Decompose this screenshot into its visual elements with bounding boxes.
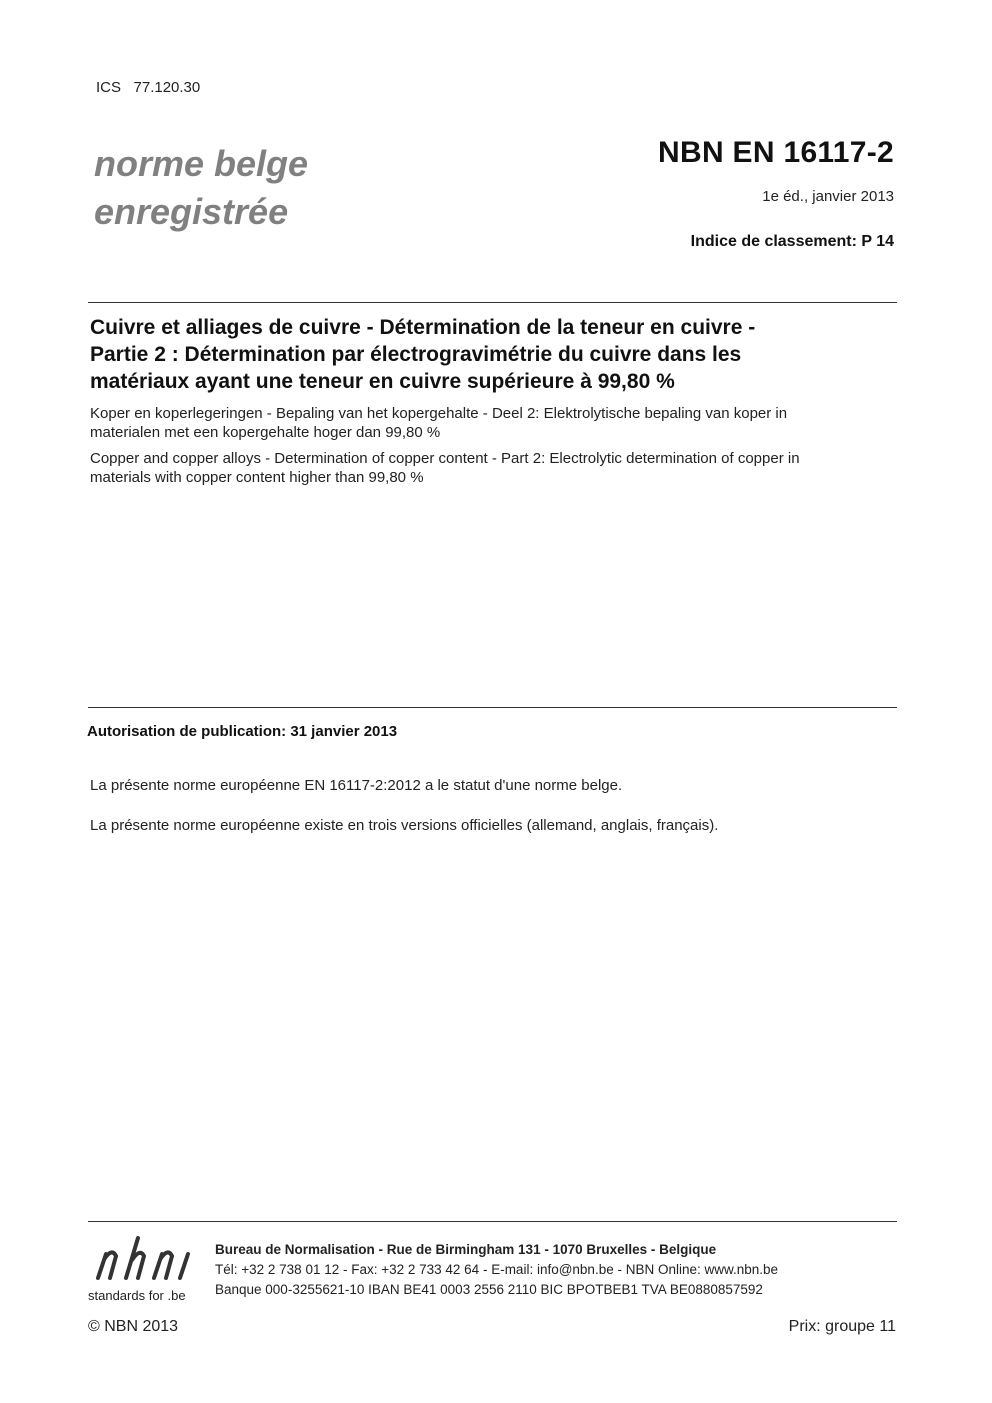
standard-number: NBN EN 16117-2 (658, 136, 894, 169)
logo-tagline: standards for .be (88, 1288, 186, 1303)
divider-top (88, 302, 897, 303)
edition-date: 1e éd., janvier 2013 (762, 188, 894, 205)
norme-belge-title (94, 140, 308, 236)
divider-bottom (88, 1221, 897, 1222)
french-title (90, 314, 895, 395)
dutch-title-line-1: Koper en koperlegeringen - Bepaling van het kopergehalte - Deel 2: Elektrolytische bepaling van koper in (90, 405, 788, 422)
english-title (90, 449, 895, 487)
norme-line-2: enregistrée (94, 191, 289, 232)
english-title-line-2: materials with copper content higher than 99,80 % (90, 469, 424, 486)
publication-authorisation: Autorisation de publication: 31 janvier 2013 (87, 723, 398, 740)
norme-line-1: norme belge (94, 143, 309, 184)
dutch-title-line-2: materialen met een kopergehalte hoger dan 99,80 % (90, 424, 441, 441)
french-title-line-3: matériaux ayant une teneur en cuivre supérieure à 99,80 % (90, 370, 675, 393)
divider-middle (88, 707, 897, 708)
nbn-logo (88, 1232, 200, 1304)
classification-index: Indice de classement: P 14 (690, 233, 894, 250)
ics-code: ICS 77.120.30 (96, 79, 201, 96)
english-title-line-1: Copper and copper alloys - Determination of copper content - Part 2: Electrolytic determination of copper in (90, 450, 800, 467)
french-title-line-1: Cuivre et alliages de cuivre - Détermination de la teneur en cuivre - (90, 316, 756, 339)
price-group: Prix: groupe 11 (788, 1318, 896, 1335)
copyright: © NBN 2013 (88, 1318, 179, 1335)
french-title-line-2: Partie 2 : Détermination par électrogravimétrie du cuivre dans les (90, 343, 742, 366)
dutch-title (90, 404, 895, 442)
footer-address: Bureau de Normalisation - Rue de Birmingham 131 - 1070 Bruxelles - Belgique (215, 1242, 717, 1257)
nbn-logo-mark (88, 1232, 200, 1304)
versions-paragraph: La présente norme européenne existe en trois versions officielles (allemand, anglais, français). (90, 817, 719, 834)
footer-contact: Tél: +32 2 738 01 12 - Fax: +32 2 733 42 64 - E-mail: info@nbn.be - NBN Online: www.nbn.be (215, 1262, 779, 1277)
footer-bank: Banque 000-3255621-10 IBAN BE41 0003 2556 2110 BIC BPOTBEB1 TVA BE0880857592 (215, 1282, 763, 1297)
status-paragraph: La présente norme européenne EN 16117-2:2012 a le statut d'une norme belge. (90, 777, 623, 794)
